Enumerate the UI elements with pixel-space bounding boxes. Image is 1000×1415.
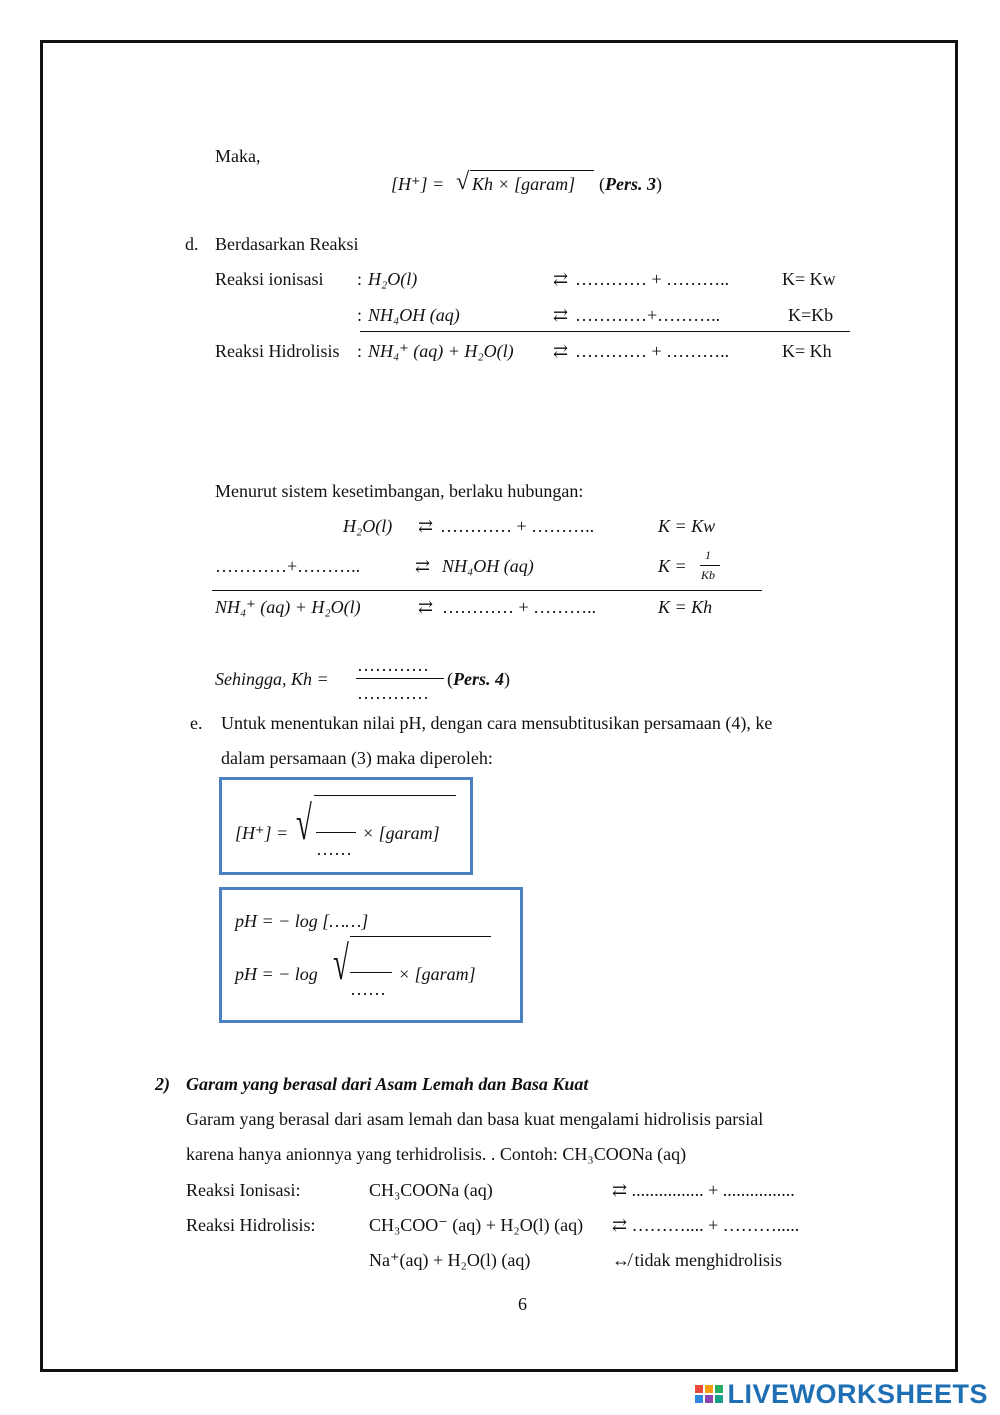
section2-para1: Garam yang berasal dari asam lemah dan basa kuat mengalami hidrolisis parsial: [186, 1109, 764, 1129]
box2-lhs: pH = − log: [235, 964, 318, 984]
k-row2-k: K =: [658, 556, 687, 576]
sqrt-bar: [314, 795, 456, 796]
page-frame: [40, 40, 958, 1372]
section2-row-label: Reaksi Ionisasi:: [186, 1180, 301, 1200]
equilibrium-arrow-icon: ⇄: [415, 556, 431, 576]
k-row3-left: NH₄⁺ (aq) + H₂O(l): [215, 597, 361, 617]
section2-row-result: ↮ tidak menghidrolisis: [612, 1250, 782, 1270]
section2-row-label: Reaksi Hidrolisis:: [186, 1215, 316, 1235]
reaction-colon: :: [357, 269, 363, 289]
reaction-reactant: H₂O(l): [368, 269, 418, 289]
equilibrium-arrow-icon: ⇄: [553, 269, 569, 289]
k-row3-right: ………… + ………..: [442, 597, 597, 617]
section2-row-result: ⇄ ……….... + ……….....: [612, 1215, 800, 1235]
pers4-lhs: Sehingga, Kh =: [215, 669, 329, 689]
reaction-reactant: NH₄⁺ (aq) + H₂O(l): [368, 341, 514, 361]
reaction-label: Reaksi ionisasi: [215, 269, 324, 289]
equilibrium-arrow-icon: ⇄: [418, 597, 434, 617]
fraction-bar: [356, 678, 444, 679]
section2-row-reaction: CH₃COO⁻ (aq) + H₂O(l) (aq): [369, 1215, 584, 1235]
fraction-bar: [700, 565, 720, 566]
section-d-marker: d.: [185, 234, 199, 254]
logo-text: LIVEWORKSHEETS: [727, 1378, 988, 1409]
section-e-line2: dalam persamaan (3) maka diperoleh:: [221, 748, 493, 768]
ph-formula-box: [219, 887, 523, 1023]
sum-line: [212, 590, 762, 591]
reaction-products: ………… + ………..: [575, 341, 730, 361]
sqrt-sign: √: [333, 937, 349, 990]
reaction-colon: :: [357, 341, 363, 361]
reaction-colon: :: [357, 305, 363, 325]
section2-row-reaction: CH₃COONa (aq): [369, 1180, 493, 1200]
sqrt-sign: √: [456, 169, 470, 195]
pers3-radicand: Kh × [garam]: [472, 174, 576, 194]
k-row1-k: K = Kw: [658, 516, 716, 536]
k-row2-den: Kb: [701, 568, 716, 582]
reaction-products: …………+………..: [575, 305, 721, 325]
reaction-k: K= Kw: [782, 269, 836, 289]
pers3-label: (Pers. 3): [599, 174, 662, 194]
pers4-denominator: …………: [357, 683, 429, 703]
section-e-line1: Untuk menentukan nilai pH, dengan cara mensubtitusikan persamaan (4), ke: [221, 713, 773, 733]
equilibrium-arrow-icon: ⇄: [553, 305, 569, 325]
sqrt-sign: √: [296, 797, 312, 850]
sqrt-bar: [350, 936, 491, 937]
logo-blocks-icon: [695, 1385, 723, 1403]
page-number: 6: [518, 1294, 527, 1314]
k-row2-left: …………+………..: [215, 556, 361, 576]
reaction-products: ………… + ………..: [575, 269, 730, 289]
section-d-title: Berdasarkan Reaksi: [215, 234, 359, 254]
equilibrium-arrow-icon: ⇄: [418, 516, 434, 536]
pers4-label: (Pers. 4): [447, 669, 510, 689]
section2-para2: karena hanya anionnya yang terhidrolisis. . Contoh: CH₃COONa (aq): [186, 1144, 687, 1164]
sqrt-bar: [470, 170, 594, 171]
section2-row-result: ⇄ ................ + ................: [612, 1180, 795, 1200]
reaction-k: K= Kh: [782, 341, 832, 361]
box1-tail: × [garam]: [362, 823, 440, 843]
pers3-lhs: [H⁺] =: [391, 174, 445, 194]
reaction-label: Reaksi Hidrolisis: [215, 341, 340, 361]
fraction-bar: [316, 832, 356, 833]
box1-lhs: [H⁺] =: [235, 823, 289, 843]
box2-tail: × [garam]: [398, 964, 476, 984]
k-row2-right: NH₄OH (aq): [442, 556, 534, 576]
k-row1-right: ………… + ………..: [440, 516, 595, 536]
maka-text: Maka,: [215, 146, 261, 166]
box1-denominator: ……: [316, 839, 352, 859]
section2-row-reaction: Na⁺(aq) + H₂O(l) (aq): [369, 1250, 531, 1270]
box2-line1: pH = − log [……]: [235, 911, 369, 931]
section2-marker: 2): [155, 1074, 170, 1094]
equilibrium-arrow-icon: ⇄: [553, 341, 569, 361]
reaction-k: K=Kb: [788, 305, 834, 325]
pers4-numerator: …………: [357, 655, 429, 675]
section-e-marker: e.: [190, 713, 203, 733]
fraction-bar: [350, 972, 392, 973]
reaction-reactant: NH₄OH (aq): [368, 305, 460, 325]
section2-title: Garam yang berasal dari Asam Lemah dan Basa Kuat: [186, 1074, 589, 1094]
k-row1-left: H₂O(l): [343, 516, 393, 536]
k-row2-num: 1: [705, 548, 711, 562]
k-row3-k: K = Kh: [658, 597, 713, 617]
box2-denominator: ……: [350, 979, 386, 999]
kesetimbangan-intro: Menurut sistem kesetimbangan, berlaku hubungan:: [215, 481, 584, 501]
liveworksheets-logo[interactable]: [695, 1379, 988, 1409]
sum-line: [360, 331, 850, 332]
